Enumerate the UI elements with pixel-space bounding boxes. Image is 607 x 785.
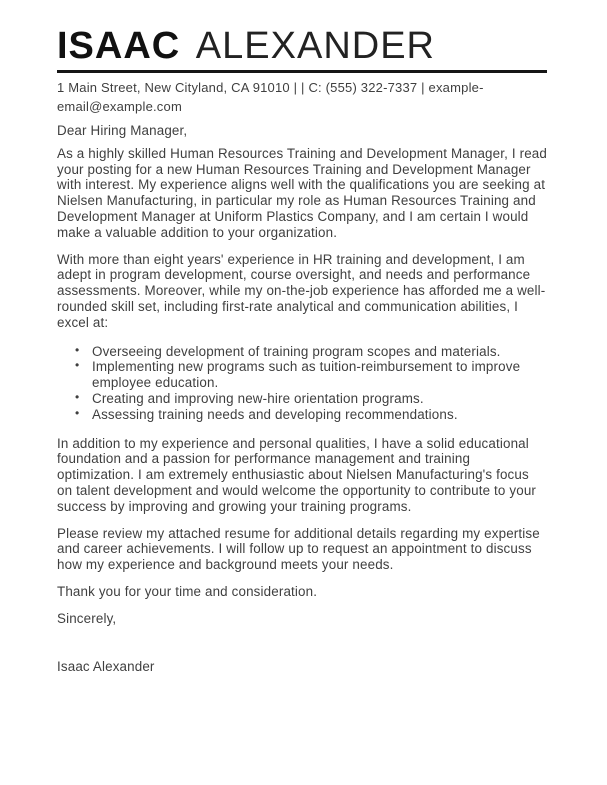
contact-info bbox=[57, 78, 547, 116]
bullet-item bbox=[75, 344, 547, 360]
bullet-text: Implementing new programs such as tuition-reimbursement to improve employee education. bbox=[92, 359, 521, 391]
bullet-text: Assessing training needs and developing recommendations. bbox=[92, 406, 458, 422]
bullet-item bbox=[75, 391, 547, 407]
signoff: Sincerely, bbox=[57, 610, 117, 626]
salutation: Dear Hiring Manager, bbox=[57, 123, 188, 138]
signature-name: Isaac Alexander bbox=[57, 658, 155, 674]
letter-content bbox=[57, 26, 547, 674]
candidate-last-name: ALEXANDER bbox=[195, 25, 435, 67]
bullet-icon: • bbox=[75, 358, 80, 373]
paragraph-intro: As a highly skilled Human Resources Training and Development Manager, I read your posting for a new Human Resources Training and Development Manager with interest. My experience aligns well with the qualifications you are seeking at Nielsen Manufacturing, in particular my role as Human Resources Training and Development Manager at Uniform Plastics Company, and I am certain I would make a valuable addition to your organization. bbox=[57, 145, 547, 240]
bullet-text: Overseeing development of training program scopes and materials. bbox=[92, 343, 501, 359]
contact-line-1: 1 Main Street, New Cityland, CA 91010 | | C: (555) 322-7337 | example- bbox=[57, 80, 484, 95]
bullet-item bbox=[75, 407, 547, 423]
letter-header bbox=[57, 26, 547, 116]
paragraph-education: In addition to my experience and personal qualities, I have a solid educational foundation and a passion for performance management and training optimization. I am extremely enthusiastic about Nielsen Manufacturing's focus on talent development and would welcome the opportunity to contribute to your success by improving and growing your training programs. bbox=[57, 435, 537, 514]
letter-body bbox=[57, 123, 547, 674]
bullet-item bbox=[75, 359, 547, 391]
paragraph-followup: Please review my attached resume for additional details regarding my expertise and career achievements. I will follow up to request an appointment to discuss how my experience and background meets your needs. bbox=[57, 525, 540, 573]
contact-line-2: email@example.com bbox=[57, 99, 182, 114]
bullet-icon: • bbox=[75, 389, 80, 404]
bullet-icon: • bbox=[75, 342, 80, 357]
skills-bullet-list bbox=[57, 344, 547, 423]
bullet-icon: • bbox=[75, 405, 80, 420]
paragraph-experience: With more than eight years' experience in HR training and development, I am adept in program development, course oversight, and needs and performance assessments. Moreover, while my on-the-job experience has afforded me a well-rounded skill set, including first-rate analytical and communication abilities, I excel at: bbox=[57, 251, 546, 330]
bullet-text: Creating and improving new-hire orientation programs. bbox=[92, 390, 424, 406]
candidate-name bbox=[57, 26, 547, 66]
header-divider bbox=[57, 70, 547, 73]
candidate-first-name: ISAAC bbox=[57, 25, 181, 67]
closing-thanks: Thank you for your time and consideration. bbox=[57, 583, 318, 599]
